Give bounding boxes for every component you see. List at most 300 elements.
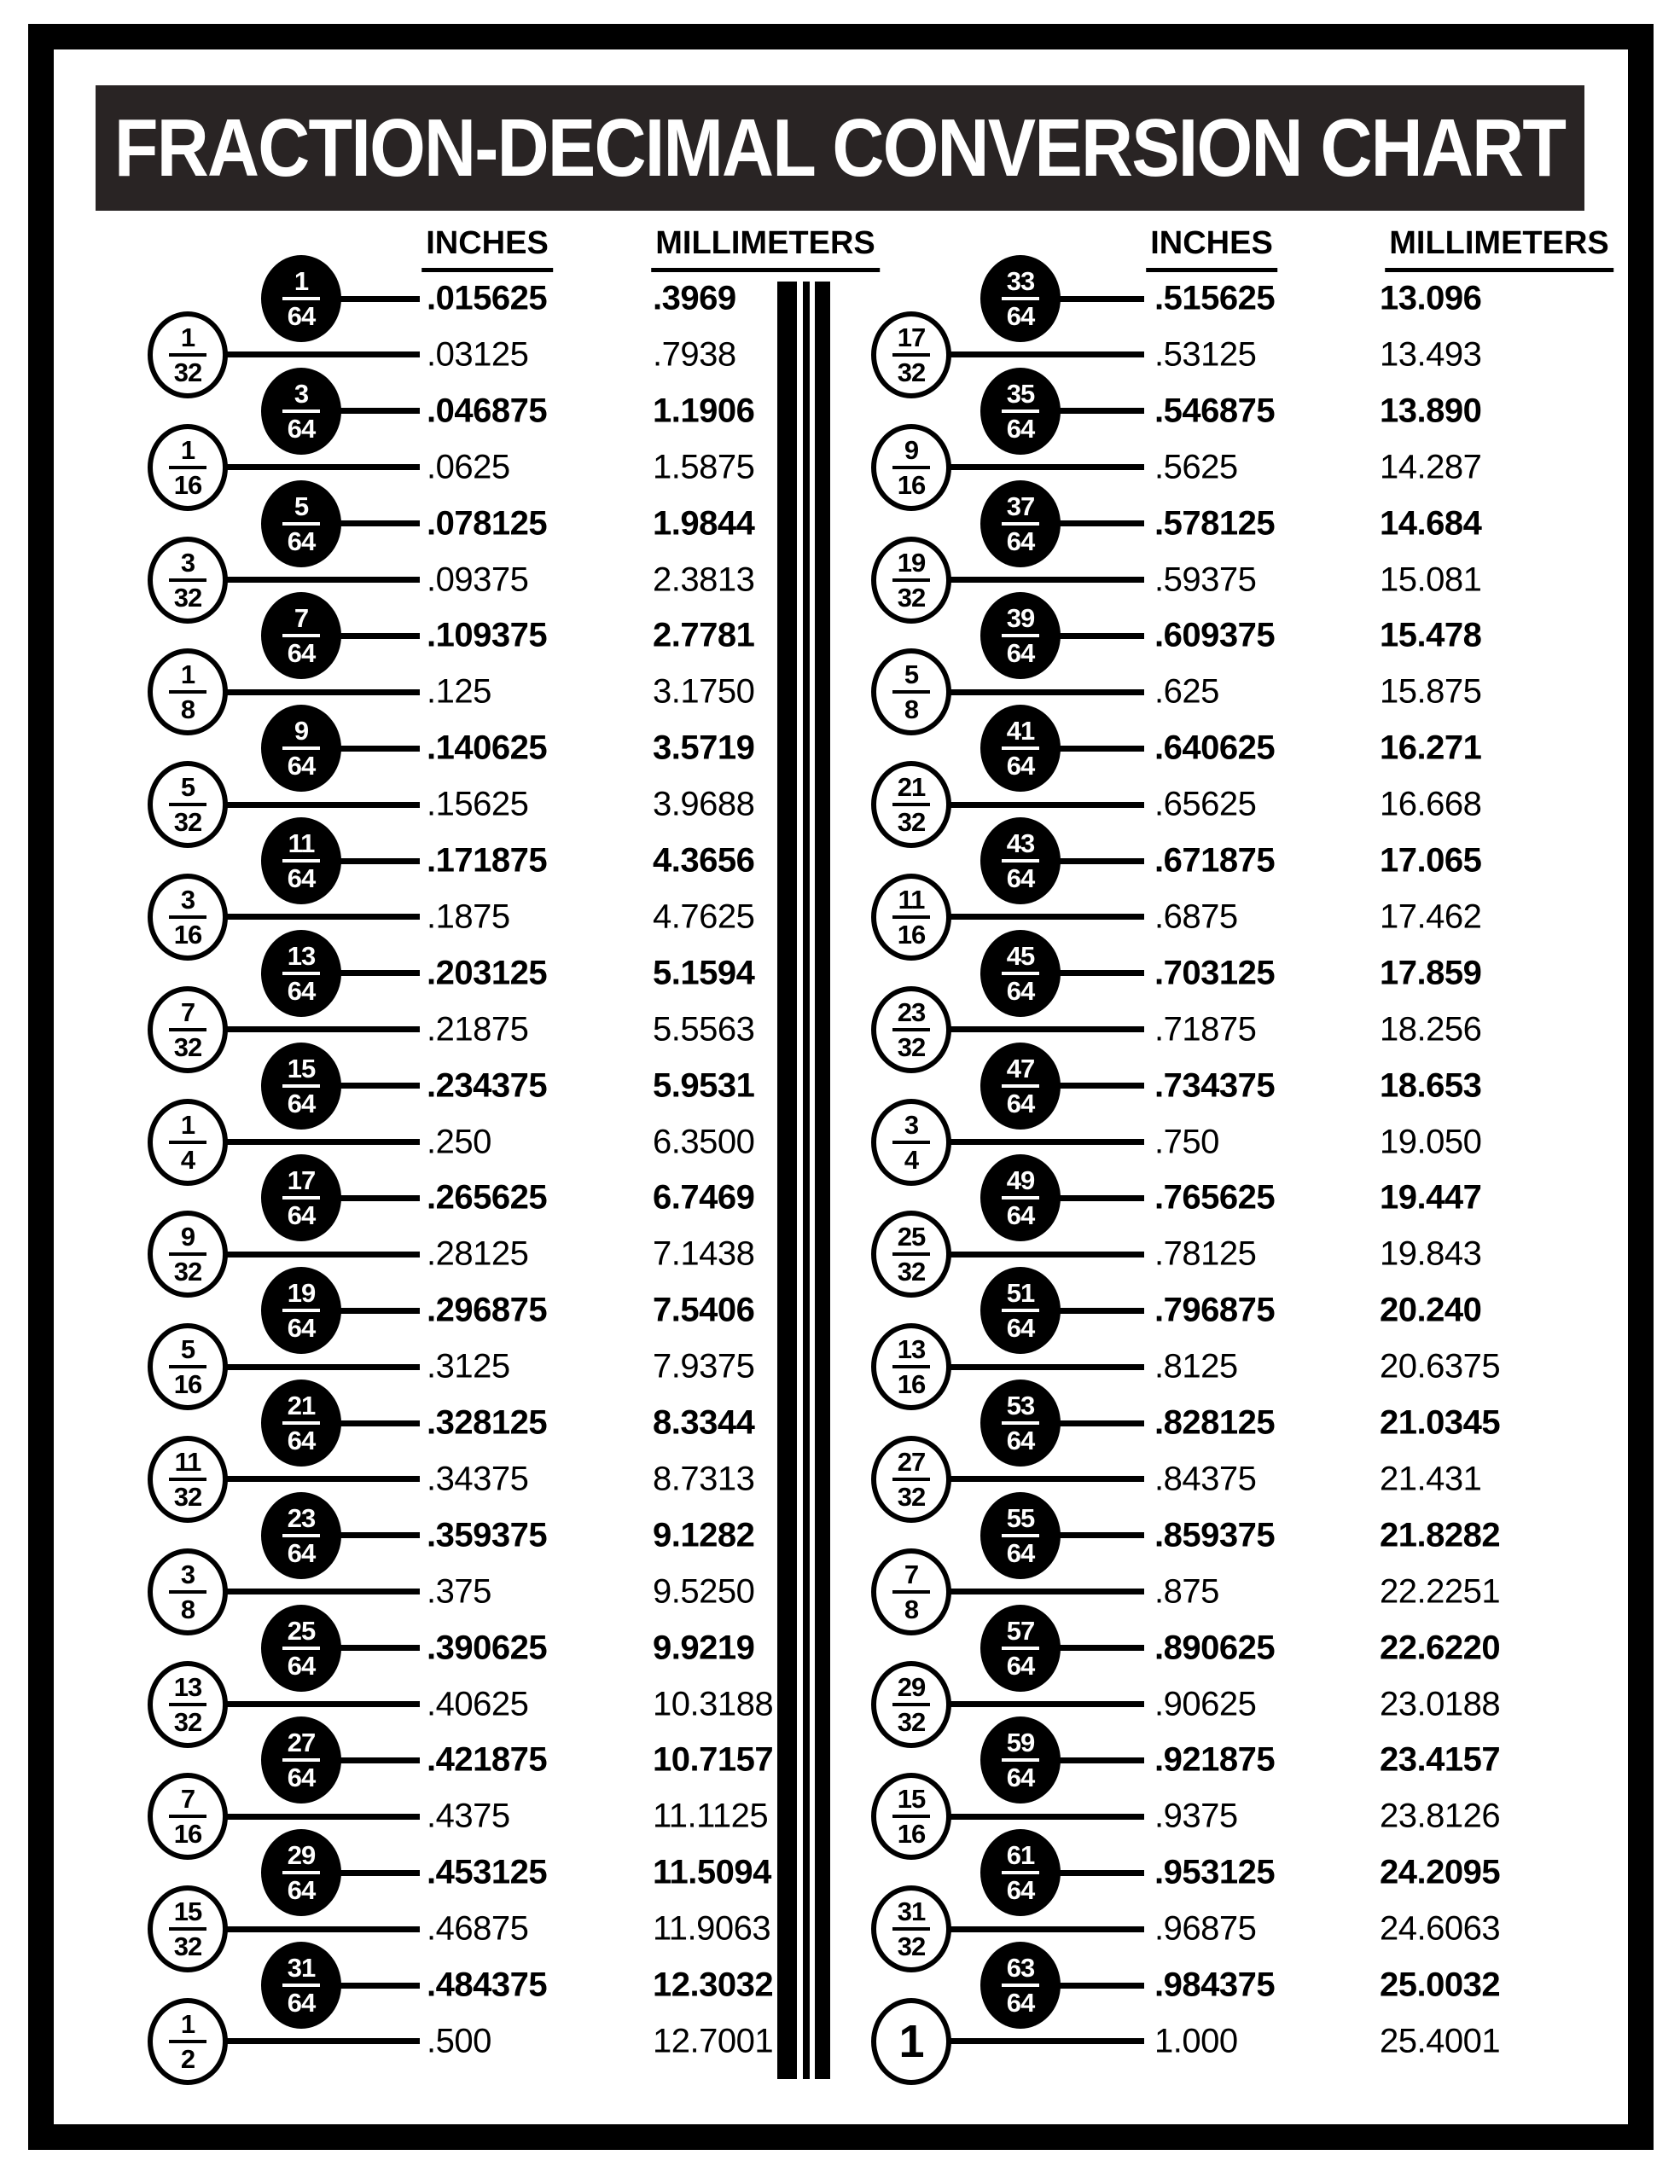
fraction-denominator: 16: [897, 1369, 926, 1400]
fraction-badge: [980, 1605, 1061, 1692]
inches-value: .875: [1154, 1572, 1219, 1611]
fraction-badge: [261, 817, 341, 904]
fraction-denominator: 8: [904, 1594, 919, 1624]
mm-value: 7.9375: [653, 1347, 755, 1385]
fraction-numerator: 31: [897, 1896, 926, 1927]
fraction-badge: [871, 1998, 951, 2085]
inches-value: .0625: [427, 448, 510, 486]
fraction-denominator: 16: [173, 919, 202, 950]
fraction-bar: [169, 1478, 206, 1481]
fraction-bar: [169, 1141, 206, 1144]
fraction-denominator: 4: [904, 1144, 919, 1175]
fraction-badge: [148, 761, 228, 848]
fraction-bar: [282, 1758, 320, 1762]
fraction-numerator: 61: [1006, 1840, 1035, 1871]
mm-value: 13.493: [1380, 335, 1482, 374]
mm-value: 5.1594: [653, 954, 755, 992]
inches-value: .46875: [427, 1909, 529, 1948]
fraction-badge: [980, 1267, 1061, 1354]
inches-value: .53125: [1154, 335, 1257, 374]
fraction-badge: [871, 1099, 951, 1186]
fraction-denominator: 4: [180, 1144, 195, 1175]
fraction-denominator: 64: [287, 975, 316, 1006]
fraction-denominator: 64: [287, 1537, 316, 1568]
inches-value: .234375: [427, 1066, 548, 1105]
mm-value: 9.1282: [653, 1516, 755, 1554]
mm-value: 9.9219: [653, 1629, 755, 1667]
fraction-bar: [282, 1647, 320, 1650]
mm-value: .7938: [653, 335, 736, 374]
fraction-badge: [148, 1885, 228, 1972]
fraction-bar: [1002, 1421, 1039, 1425]
inches-value: .78125: [1154, 1234, 1257, 1273]
fraction-numerator: 5: [904, 659, 919, 690]
fraction-numerator: 3: [294, 378, 309, 409]
fraction-badge: [148, 1548, 228, 1635]
fraction-badge: [148, 874, 228, 961]
fraction-badge: [148, 1099, 228, 1186]
fraction-bar: [169, 353, 206, 357]
mm-value: 21.0345: [1380, 1403, 1501, 1442]
fraction-bar: [282, 522, 320, 526]
fraction-badge: [980, 1942, 1061, 2029]
fraction-numerator: 15: [173, 1896, 202, 1927]
inches-value: .046875: [427, 392, 548, 430]
inches-value: .640625: [1154, 729, 1276, 767]
fraction-denominator: 64: [1006, 751, 1035, 781]
inches-value: .90625: [1154, 1685, 1257, 1722]
mm-value: 1.9844: [653, 504, 755, 543]
fraction-badge: [261, 1716, 341, 1804]
fraction-bar: [1002, 1984, 1039, 1987]
inches-value: .5625: [1154, 448, 1238, 486]
fraction-numerator: 1: [180, 659, 195, 690]
fraction-denominator: 32: [897, 1931, 926, 1962]
fraction-bar: [1002, 1758, 1039, 1762]
mm-value: 19.447: [1380, 1178, 1482, 1217]
inches-value: .15625: [427, 785, 529, 823]
fraction-bar: [169, 803, 206, 806]
mm-value: 25.4001: [1380, 2022, 1501, 2060]
fraction-badge: [261, 1942, 341, 2029]
fraction-denominator: 64: [1006, 301, 1035, 331]
fraction-badge: [261, 1154, 341, 1241]
fraction-numerator: 23: [287, 1502, 316, 1533]
inches-value: .203125: [427, 954, 548, 992]
fraction-bar: [282, 297, 320, 300]
fraction-denominator: 32: [173, 1031, 202, 1062]
mm-value: 18.653: [1380, 1066, 1482, 1105]
fraction-numerator: 13: [287, 940, 316, 971]
fraction-badge: [148, 1323, 228, 1410]
fraction-denominator: 64: [1006, 413, 1035, 444]
fraction-denominator: 64: [1006, 975, 1035, 1006]
mm-value: 3.9688: [653, 785, 755, 823]
fraction-badge: [261, 1605, 341, 1692]
fraction-denominator: 32: [173, 1931, 202, 1962]
fraction-numerator: 9: [904, 434, 919, 465]
fraction-bar: [169, 690, 206, 694]
fraction-denominator: 64: [287, 1875, 316, 1906]
mm-value: 17.462: [1380, 897, 1482, 936]
fraction-bar: [1002, 859, 1039, 863]
mm-value: 15.081: [1380, 561, 1482, 598]
mm-value: 20.240: [1380, 1291, 1482, 1329]
fraction-denominator: 64: [287, 1426, 316, 1455]
fraction-denominator: 64: [287, 1313, 316, 1344]
right-inches-header: INCHES: [1146, 225, 1277, 272]
fraction-bar: [282, 1421, 320, 1425]
fraction-bar: [1002, 1084, 1039, 1088]
fraction-numerator: 41: [1006, 716, 1035, 746]
fraction-numerator: 27: [897, 1446, 926, 1477]
fraction-bar: [282, 1309, 320, 1312]
inches-value: .515625: [1154, 279, 1276, 317]
fraction-bar: [892, 690, 930, 694]
fraction-denominator: 64: [1006, 1313, 1035, 1344]
fraction-denominator: 16: [173, 469, 202, 500]
inches-value: .250: [427, 1123, 491, 1160]
center-divider: [777, 282, 833, 2079]
fraction-numerator: 5: [294, 491, 309, 521]
inches-value: .750: [1154, 1123, 1219, 1160]
inches-value: .96875: [1154, 1909, 1257, 1948]
fraction-denominator: 32: [173, 582, 202, 613]
fraction-badge: [871, 1436, 951, 1523]
fraction-denominator: 16: [897, 1819, 926, 1850]
fraction-bar: [169, 1815, 206, 1818]
mm-value: 7.5406: [653, 1291, 755, 1329]
fraction-numerator: 3: [180, 547, 195, 578]
fraction-denominator: 64: [1006, 1088, 1035, 1118]
fraction-denominator: 64: [1006, 526, 1035, 556]
fraction-denominator: 16: [173, 1819, 202, 1850]
fraction-bar: [282, 1871, 320, 1874]
fraction-denominator: 64: [287, 1200, 316, 1231]
fraction-badge: [261, 1492, 341, 1579]
fraction-denominator: 64: [287, 526, 316, 556]
fraction-bar: [169, 1927, 206, 1931]
mm-value: 15.875: [1380, 672, 1482, 711]
divider-bar: [803, 282, 810, 2079]
inches-value: .109375: [427, 616, 548, 654]
inches-value: .09375: [427, 561, 529, 598]
fraction-numerator: 63: [1006, 1953, 1035, 1983]
fraction-denominator: 64: [287, 1650, 316, 1681]
fraction-badge: [871, 537, 951, 624]
fraction-numerator: 7: [294, 603, 309, 634]
fraction-denominator: 32: [173, 1706, 202, 1737]
fraction-numerator: 45: [1006, 940, 1035, 971]
fraction-denominator: 32: [173, 1481, 202, 1512]
inches-value: .84375: [1154, 1460, 1257, 1498]
fraction-numerator: 51: [1006, 1278, 1035, 1309]
fraction-numerator: 5: [180, 1334, 195, 1365]
inches-value: .796875: [1154, 1291, 1276, 1329]
fraction-badge: [980, 1154, 1061, 1241]
inches-value: .40625: [427, 1685, 529, 1722]
fraction-numerator: 47: [1006, 1053, 1035, 1083]
fraction-numerator: 21: [287, 1391, 316, 1420]
fraction-badge: [148, 986, 228, 1073]
fraction-bar: [169, 915, 206, 919]
fraction-bar: [1002, 634, 1039, 637]
fraction-numerator: 1: [180, 322, 195, 352]
fraction-denominator: 8: [180, 694, 195, 725]
fraction-badge: [148, 1998, 228, 2085]
fraction-badge: [871, 1211, 951, 1298]
fraction-numerator: 43: [1006, 828, 1035, 858]
fraction-denominator: 64: [1006, 1200, 1035, 1231]
fraction-bar: [169, 1365, 206, 1368]
inches-value: .6875: [1154, 897, 1238, 936]
inches-value: .03125: [427, 335, 529, 374]
fraction-badge: [980, 817, 1061, 904]
fraction-denominator: 16: [897, 469, 926, 500]
fraction-badge: [980, 1492, 1061, 1579]
mm-value: 2.3813: [653, 561, 755, 598]
fraction-numerator: 9: [180, 1222, 195, 1252]
mm-value: 11.9063: [653, 1909, 771, 1948]
fraction-denominator: 64: [287, 1988, 316, 2018]
mm-value: 11.1125: [653, 1797, 769, 1835]
inches-value: .500: [427, 2022, 491, 2060]
fraction-bar: [282, 410, 320, 413]
fraction-bar: [892, 1141, 930, 1144]
fraction-numerator: 17: [287, 1165, 316, 1196]
fraction-numerator: 35: [1006, 378, 1035, 409]
mm-value: 12.3032: [653, 1966, 774, 2004]
fraction-denominator: 32: [897, 357, 926, 387]
mm-value: 22.2251: [1380, 1572, 1501, 1611]
fraction-bar: [1002, 972, 1039, 975]
fraction-badge: [871, 424, 951, 511]
fraction-numerator: 13: [173, 1671, 202, 1702]
fraction-bar: [1002, 1309, 1039, 1312]
fraction-badge: [871, 874, 951, 961]
fraction-bar: [1002, 1871, 1039, 1874]
inches-value: .4375: [427, 1797, 510, 1835]
mm-value: 1.5875: [653, 448, 755, 486]
fraction-numerator: 15: [897, 1784, 926, 1815]
fraction-bar: [169, 1252, 206, 1256]
fraction-denominator: 8: [180, 1594, 195, 1624]
fraction-numerator: 57: [1006, 1615, 1035, 1646]
inches-value: .3125: [427, 1347, 510, 1385]
fraction-denominator: 64: [287, 1763, 316, 1793]
fraction-numerator: 13: [897, 1334, 926, 1365]
fraction-numerator: 1: [180, 2008, 195, 2039]
fraction-bar: [1002, 1534, 1039, 1537]
fraction-badge: [148, 537, 228, 624]
inches-value: .9375: [1154, 1797, 1238, 1835]
fraction-badge: [148, 1211, 228, 1298]
inches-value: .265625: [427, 1178, 548, 1217]
fraction-badge: [980, 368, 1061, 455]
fraction-bar: [892, 1815, 930, 1818]
left-inches-header: INCHES: [421, 225, 553, 272]
fraction-bar: [169, 1028, 206, 1031]
fraction-badge: [871, 648, 951, 735]
mm-value: 8.3344: [653, 1403, 755, 1442]
fraction-numerator: 7: [180, 996, 195, 1027]
inches-value: .453125: [427, 1853, 548, 1891]
fraction-bar: [1002, 1196, 1039, 1199]
fraction-denominator: 64: [287, 751, 316, 781]
inches-value: .65625: [1154, 785, 1257, 823]
fraction-bar: [282, 1984, 320, 1987]
mm-value: 11.5094: [653, 1853, 771, 1891]
fraction-numerator: 37: [1006, 491, 1035, 521]
fraction-badge: [980, 1380, 1061, 1467]
mm-value: 19.050: [1380, 1123, 1482, 1160]
mm-value: 18.256: [1380, 1010, 1482, 1048]
fraction-numerator: 1: [180, 434, 195, 465]
fraction-bar: [892, 803, 930, 806]
fraction-bar: [282, 1534, 320, 1537]
fraction-badge: [261, 480, 341, 567]
fraction-numerator: 55: [1006, 1502, 1035, 1533]
inches-value: .484375: [427, 1966, 548, 2004]
fraction-badge: [261, 1043, 341, 1130]
fraction-numerator: 5: [180, 772, 195, 803]
fraction-numerator: 3: [180, 1559, 195, 1589]
inches-value: .953125: [1154, 1853, 1276, 1891]
fraction-badge: [871, 311, 951, 398]
inches-value: .578125: [1154, 504, 1276, 543]
fraction-numerator: 33: [1006, 266, 1035, 296]
mm-value: 17.065: [1380, 841, 1482, 880]
fraction-badge: [871, 1885, 951, 1972]
inches-value: .375: [427, 1572, 491, 1611]
fraction-numerator: 31: [287, 1953, 316, 1983]
fraction-numerator: 3: [904, 1109, 919, 1140]
fraction-denominator: 64: [1006, 863, 1035, 893]
inches-value: .421875: [427, 1740, 548, 1779]
fraction-bar: [169, 466, 206, 469]
fraction-numerator: 7: [904, 1559, 919, 1589]
fraction-badge: [871, 986, 951, 1073]
mm-value: 4.3656: [653, 841, 755, 880]
mm-value: 6.7469: [653, 1178, 755, 1217]
fraction-bar: [282, 972, 320, 975]
fraction-badge: [980, 1829, 1061, 1916]
mm-value: 4.7625: [653, 897, 755, 936]
fraction-denominator: 32: [897, 1257, 926, 1287]
mm-value: 7.1438: [653, 1234, 755, 1273]
fraction-denominator: 8: [904, 694, 919, 725]
fraction-denominator: 32: [897, 807, 926, 838]
fraction-badge: [980, 480, 1061, 567]
inches-value: .890625: [1154, 1629, 1276, 1667]
mm-value: 24.6063: [1380, 1909, 1501, 1948]
fraction-bar: [892, 1365, 930, 1368]
mm-value: 3.1750: [653, 672, 755, 711]
fraction-denominator: 64: [1006, 1426, 1035, 1455]
inches-value: .734375: [1154, 1066, 1276, 1105]
fraction-badge: [261, 1267, 341, 1354]
inches-value: .703125: [1154, 954, 1276, 992]
fraction-badge: [871, 1661, 951, 1748]
inches-value: .71875: [1154, 1010, 1257, 1048]
inches-value: .671875: [1154, 841, 1276, 880]
fraction-denominator: 64: [1006, 1875, 1035, 1906]
fraction-bar: [169, 2040, 206, 2043]
fraction-bar: [1002, 746, 1039, 750]
fraction-numerator: 15: [287, 1053, 316, 1083]
fraction-numerator: 59: [1006, 1728, 1035, 1758]
mm-value: 21.8282: [1380, 1516, 1501, 1554]
inches-value: .921875: [1154, 1740, 1276, 1779]
fraction-bar: [892, 578, 930, 582]
fraction-bar: [1002, 297, 1039, 300]
fraction-denominator: 32: [173, 807, 202, 838]
inches-value: .625: [1154, 672, 1219, 711]
fraction-denominator: 64: [1006, 1537, 1035, 1568]
fraction-numerator: 7: [180, 1784, 195, 1815]
fraction-bar: [892, 353, 930, 357]
mm-value: 9.5250: [653, 1572, 755, 1611]
fraction-bar: [282, 1196, 320, 1199]
inches-value: .015625: [427, 279, 548, 317]
fraction-numerator: 9: [294, 716, 309, 746]
fraction-badge: [980, 255, 1061, 342]
fraction-badge: [148, 1661, 228, 1748]
mm-value: 16.271: [1380, 729, 1482, 767]
fraction-numerator: 17: [897, 322, 926, 352]
fraction-badge: [261, 368, 341, 455]
fraction-numerator: 27: [287, 1728, 316, 1758]
fraction-badge: [261, 255, 341, 342]
inches-value: .390625: [427, 1629, 548, 1667]
inches-value: .359375: [427, 1516, 548, 1554]
mm-value: 1.1906: [653, 392, 755, 430]
fraction-badge: [148, 648, 228, 735]
fraction-bar: [282, 634, 320, 637]
divider-bar: [815, 282, 830, 2079]
fraction-badge: [871, 1773, 951, 1860]
inches-value: .28125: [427, 1234, 529, 1273]
fraction-denominator: 64: [287, 638, 316, 669]
inches-value: 1.000: [1154, 2022, 1238, 2060]
fraction-denominator: 32: [897, 1706, 926, 1737]
fraction-numerator: 19: [287, 1278, 316, 1309]
fraction-bar: [892, 1703, 930, 1706]
fraction-denominator: 16: [173, 1369, 202, 1400]
mm-value: 12.7001: [653, 2022, 774, 2060]
inches-value: .8125: [1154, 1347, 1238, 1385]
fraction-bar: [892, 1478, 930, 1481]
fraction-numerator: 11: [174, 1446, 201, 1477]
fraction-denominator: 64: [1006, 1650, 1035, 1681]
fraction-bar: [892, 466, 930, 469]
fraction-bar: [892, 1927, 930, 1931]
fraction-bar: [282, 859, 320, 863]
fraction-badge: [261, 705, 341, 792]
mm-value: 10.7157: [653, 1740, 774, 1779]
fraction-bar: [169, 1590, 206, 1594]
fraction-badge: [148, 311, 228, 398]
fraction-bar: [1002, 1647, 1039, 1650]
fraction-numerator: 25: [287, 1615, 316, 1646]
fraction-numerator: 53: [1006, 1391, 1035, 1420]
fraction-numerator: 39: [1006, 603, 1035, 634]
fraction-bar: [892, 1252, 930, 1256]
mm-value: 13.890: [1380, 392, 1482, 430]
mm-value: 23.4157: [1380, 1740, 1501, 1779]
fraction-numerator: 1: [898, 2015, 924, 2067]
mm-value: 8.7313: [653, 1460, 755, 1498]
